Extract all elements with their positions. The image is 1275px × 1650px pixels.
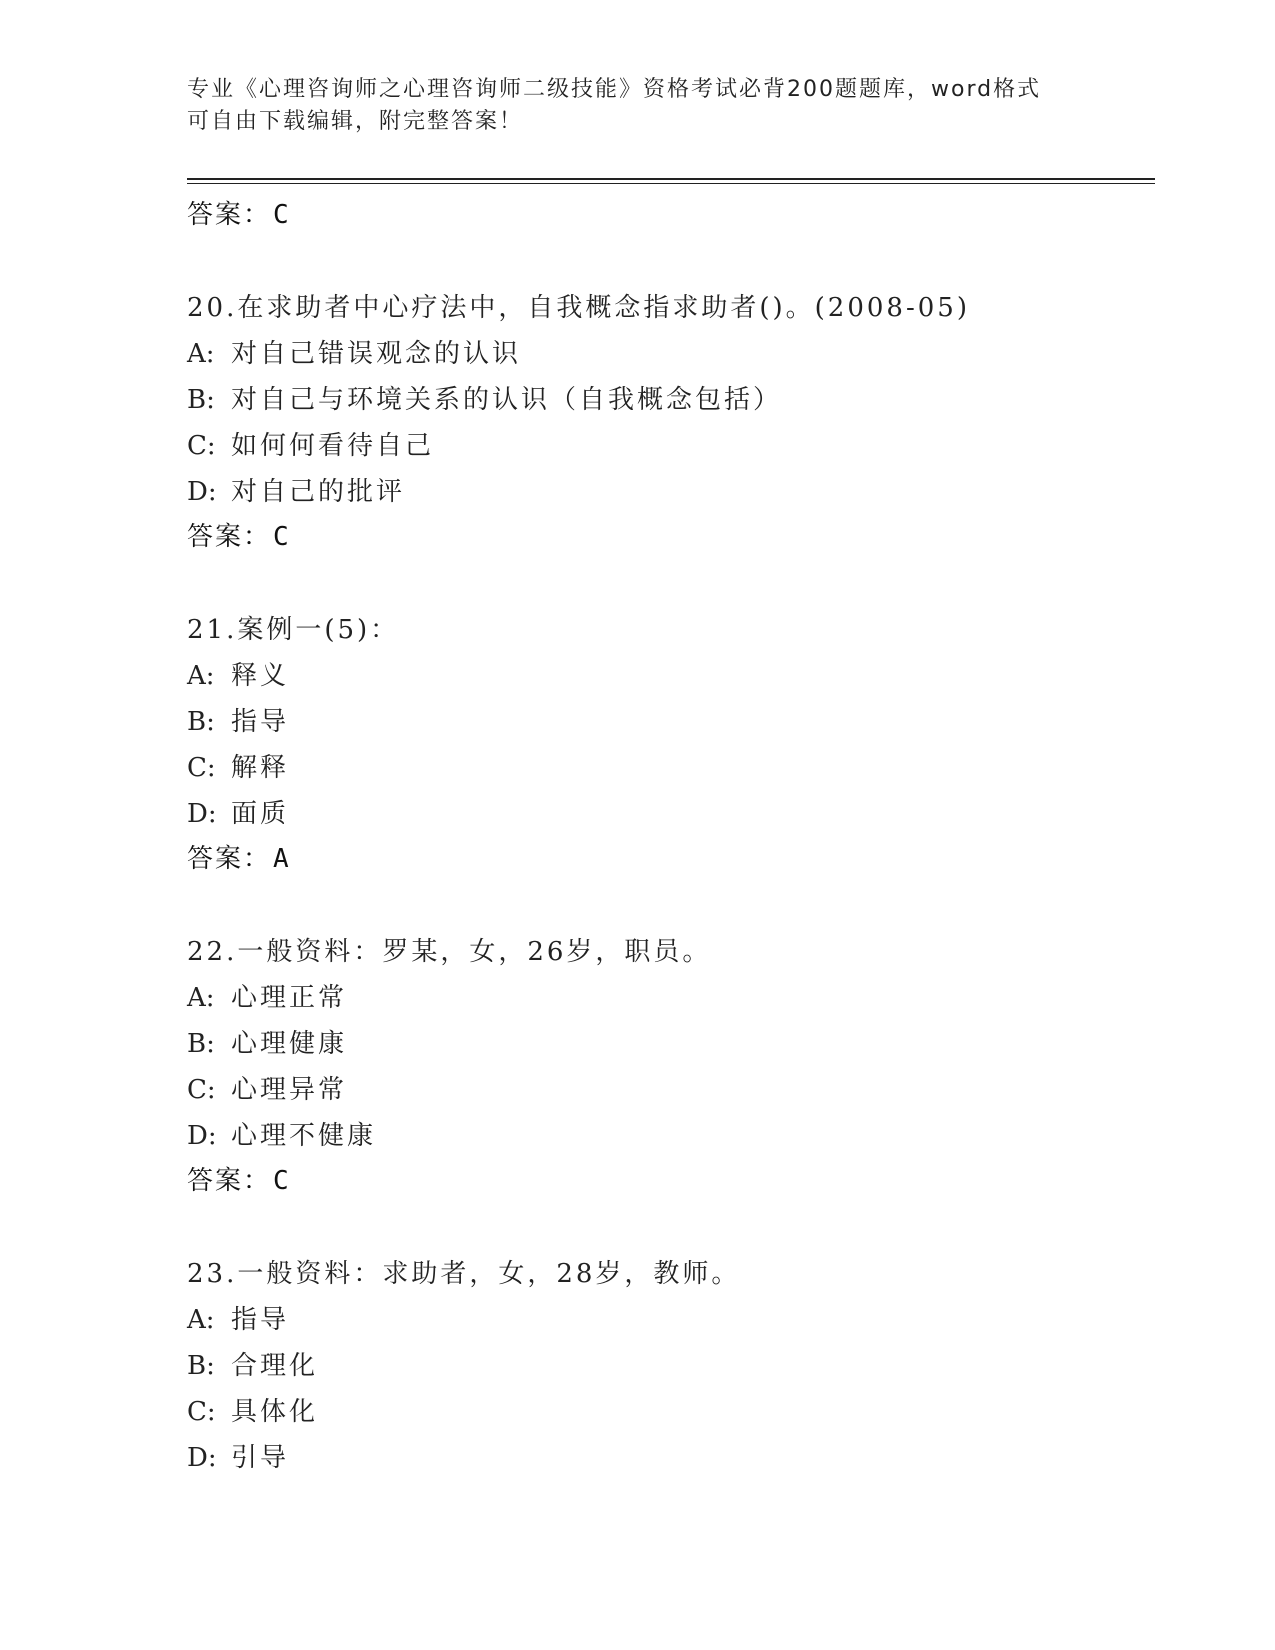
question-stem: 22.一般资料：罗某，女，26岁，职员。 (187, 937, 712, 967)
option-a (187, 653, 1147, 699)
option-d (187, 791, 1147, 837)
answer-line (187, 193, 1147, 237)
answer-value: C (273, 200, 290, 230)
option-key: B: (187, 1029, 215, 1059)
answer-value: C (273, 1166, 290, 1196)
option-key: A: (187, 983, 215, 1013)
option-c (187, 1067, 1147, 1113)
option-text: 合理化 (231, 1351, 319, 1381)
option-key: B: (187, 1351, 215, 1381)
header-divider-thick (187, 178, 1155, 180)
question-stem: 21.案例一(5)： (187, 615, 400, 645)
option-key: C: (187, 1397, 216, 1427)
option-d (187, 1435, 1147, 1481)
option-text: 对自己错误观念的认识 (231, 339, 522, 369)
option-key: D: (187, 1443, 217, 1473)
option-text: 如何何看待自己 (231, 431, 435, 461)
option-b (187, 1021, 1147, 1067)
answer-value: A (273, 844, 290, 874)
option-key: B: (187, 385, 215, 415)
option-text: 心理正常 (231, 983, 348, 1013)
answer-line (187, 1159, 1147, 1203)
option-text: 解释 (231, 753, 290, 783)
option-text: 具体化 (231, 1397, 319, 1427)
option-d (187, 469, 1147, 515)
answer-line (187, 837, 1147, 881)
option-c (187, 423, 1147, 469)
spacer (187, 881, 1147, 929)
answer-label: 答案： (187, 522, 272, 552)
option-text: 对自己的批评 (231, 477, 406, 507)
option-b (187, 377, 1147, 423)
option-key: A: (187, 661, 215, 691)
question-list (187, 193, 1147, 1481)
answer-value: C (273, 522, 290, 552)
option-key: B: (187, 707, 215, 737)
option-text: 指导 (231, 707, 290, 737)
option-key: C: (187, 753, 216, 783)
header-divider-thin (187, 183, 1155, 184)
option-key: A: (187, 1305, 215, 1335)
option-key: A: (187, 339, 215, 369)
option-text: 面质 (231, 799, 290, 829)
option-key: C: (187, 1075, 216, 1105)
answer-label: 答案： (187, 1166, 272, 1196)
option-b (187, 699, 1147, 745)
header-line-2: 可自由下载编辑，附完整答案！ (187, 109, 524, 134)
option-text: 心理不健康 (231, 1121, 377, 1151)
option-text: 引导 (231, 1443, 290, 1473)
answer-label: 答案： (187, 200, 272, 230)
option-b (187, 1343, 1147, 1389)
answer-line (187, 515, 1147, 559)
header-line-1: 专业《心理咨询师之心理咨询师二级技能》资格考试必背200题题库，word格式 (187, 77, 1042, 102)
option-a (187, 331, 1147, 377)
option-d (187, 1113, 1147, 1159)
answer-label: 答案： (187, 844, 272, 874)
option-c (187, 1389, 1147, 1435)
option-text: 心理异常 (231, 1075, 348, 1105)
spacer (187, 559, 1147, 607)
spacer (187, 1203, 1147, 1251)
spacer (187, 237, 1147, 285)
option-a (187, 975, 1147, 1021)
option-key: D: (187, 1121, 217, 1151)
question-stem: 20.在求助者中心疗法中，自我概念指求助者()。(2008-05) (187, 293, 970, 323)
option-text: 心理健康 (231, 1029, 348, 1059)
option-c (187, 745, 1147, 791)
option-text: 释义 (231, 661, 290, 691)
document-header (187, 74, 1087, 138)
option-text: 指导 (231, 1305, 290, 1335)
question-stem: 23.一般资料：求助者，女，28岁，教师。 (187, 1259, 741, 1289)
option-text: 对自己与环境关系的认识（自我概念包括） (231, 385, 783, 415)
option-key: D: (187, 477, 217, 507)
option-a (187, 1297, 1147, 1343)
option-key: D: (187, 799, 217, 829)
option-key: C: (187, 431, 216, 461)
